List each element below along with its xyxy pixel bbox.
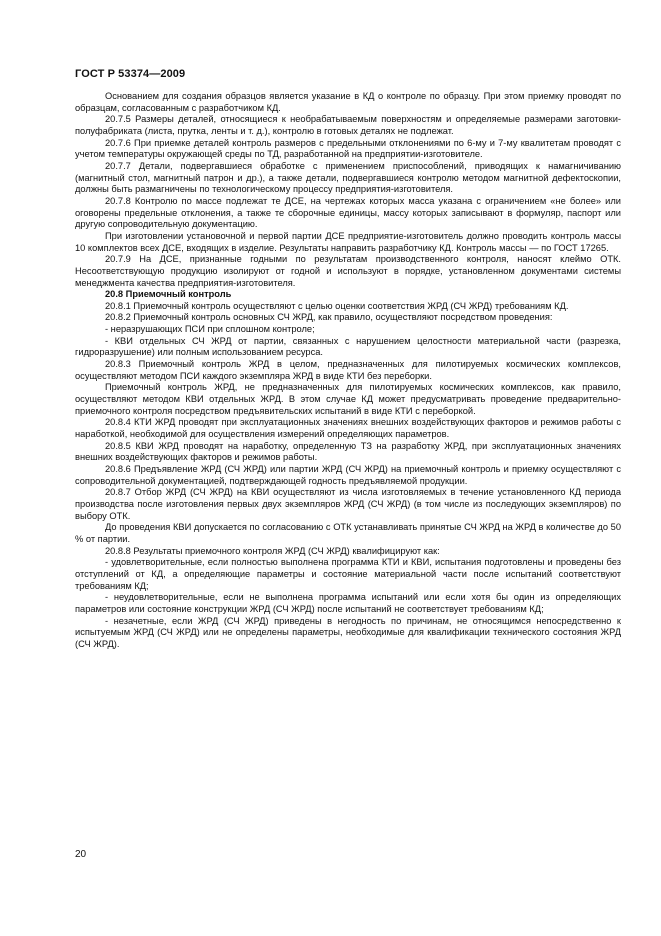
- paragraph-acceptance-non-piloted: Приемочный контроль ЖРД, не предназначенных для пилотируемых космических комплексов, как правило, осуществляют методом КВИ отдельных ЖРД. В этом случае КД может предусматривать проведение предварительно-приемочного контроля посредством предъявительских испытаний в виде КТИ с переборкой.: [75, 382, 621, 416]
- paragraph-20-7-5: 20.7.5 Размеры деталей, относящиеся к необрабатываемым поверхностям и определяемые размерами заготовки-полуфабриката (листа, прутка, ленты и т. д.), контролю в готовых деталях не подлежат.: [75, 114, 621, 136]
- paragraph-20-8-7: 20.8.7 Отбор ЖРД (СЧ ЖРД) на КВИ осуществляют из числа изготовляемых в течение установленного КД периода производства после изготовления первых двух экземпляров ЖРД (СЧ ЖРД) (в том числе из последующих экземпляров) по выбору ОТК.: [75, 487, 621, 521]
- paragraph-kvi-installation: До проведения КВИ допускается по согласованию с ОТК устанавливать принятые СЧ ЖРД на ЖРД в количестве до 50 % от партии.: [75, 522, 621, 544]
- document-body: [75, 91, 621, 651]
- list-item: - КВИ отдельных СЧ ЖРД от партии, связанных с нарушением целостности материальной части (разрезка, гидроразрушение) или полным использованием ресурса.: [75, 335, 621, 358]
- paragraph-20-8-6: 20.8.6 Предъявление ЖРД (СЧ ЖРД) или партии ЖРД (СЧ ЖРД) на приемочный контроль и приемку осуществляют с сопроводительной документацией, подтверждающей годность предъявляемой продукции.: [75, 464, 621, 486]
- paragraph-mass-control: При изготовлении установочной и первой партии ДСЕ предприятие-изготовитель должно проводить контроль массы 10 комплектов всех ДСЕ, входящих в изделие. Результаты направить разработчику КД. Контроль массы — по ГОСТ 17265.: [75, 230, 621, 253]
- paragraph-20-8-8: 20.8.8 Результаты приемочного контроля ЖРД (СЧ ЖРД) квалифицируют как:: [105, 545, 440, 556]
- page-number: 20: [75, 849, 87, 860]
- paragraph-20-7-6: 20.7.6 При приемке деталей контроль размеров с предельными отклонениями по 6-му и 7-му квалитетам проводят с учетом температуры окружающей среды по ТД, разработанной на предприятии-изготовителе.: [75, 137, 621, 160]
- paragraph-intro: Основанием для создания образцов является указание в КД о контроле по образцу. При этом приемку проводят по образцам, согласованным с разработчиком КД.: [75, 91, 621, 113]
- paragraph-20-7-7: 20.7.7 Детали, подвергавшиеся обработке с применением приспособлений, приводящих к намагничиванию (магнитный стол, магнитный патрон и др.), а также детали, подвергавшиеся контролю методом магнитной дефектоскопии, должны быть размагничены по технологическому процессу предприятия-изготовителя.: [75, 160, 621, 195]
- paragraph-20-7-9: 20.7.9 На ДСЕ, признанные годными по результатам производственного контроля, наносят клеймо ОТК. Несоответствующую продукцию изолируют от годной и используют в порядке, установленном документами системы менеджмента качества предприятия-изготовителя.: [75, 254, 621, 288]
- list-item: - удовлетворительные, если полностью выполнена программа КТИ и КВИ, испытания подготовлены и проведены без отступлений от КД, а определяющие параметры и состояние материальной части после испытаний соответствуют требованиям КД;: [75, 557, 621, 591]
- paragraph-20-8-1: 20.8.1 Приемочный контроль осуществляют с целью оценки соответствия ЖРД (СЧ ЖРД) требованиям КД.: [105, 300, 569, 311]
- list-item: - незачетные, если ЖРД (СЧ ЖРД) приведены в негодность по причинам, не относящимся непосредственно к испытуемым ЖРД (СЧ ЖРД) или не определены параметры, необходимые для квалификации технического состояния ЖРД (СЧ ЖРД).: [75, 615, 621, 649]
- section-heading-20-8: 20.8 Приемочный контроль: [105, 289, 232, 300]
- paragraph-20-8-2: 20.8.2 Приемочный контроль основных СЧ ЖРД, как правило, осуществляют посредством проведения:: [105, 312, 553, 323]
- paragraph-20-8-4: 20.8.4 КТИ ЖРД проводят при эксплуатационных значениях внешних воздействующих факторов и режимов работы с наработкой, необходимой для осуществления измерений определяющих параметров.: [75, 417, 621, 440]
- list-item: - неудовлетворительные, если не выполнена программа испытаний или если хотя бы один из определяющих параметров или состояние конструкции ЖРД (СЧ ЖРД) после испытаний не соответствует требованиям КД;: [75, 592, 621, 614]
- paragraph-20-7-8: 20.7.8 Контролю по массе подлежат те ДСЕ, на чертежах которых масса указана с ограничением «не более» или оговорены предельные отклонения, а также те сборочные единицы, массу которых записывают в формуляр, паспорт или другую сопроводительную документацию.: [75, 195, 621, 230]
- paragraph-20-8-3: 20.8.3 Приемочный контроль ЖРД в целом, предназначенных для пилотируемых космических комплексов, осуществляют методом ПСИ каждого экземпляра ЖРД в виде КТИ без переборки.: [75, 359, 621, 381]
- document-header: ГОСТ Р 53374—2009: [75, 68, 186, 80]
- list-item: - неразрушающих ПСИ при сплошном контроле;: [105, 324, 315, 335]
- paragraph-20-8-5: 20.8.5 КВИ ЖРД проводят на наработку, определенную ТЗ на разработку ЖРД, при эксплуатационных значениях внешних воздействующих факторов и режимов работы.: [75, 440, 621, 463]
